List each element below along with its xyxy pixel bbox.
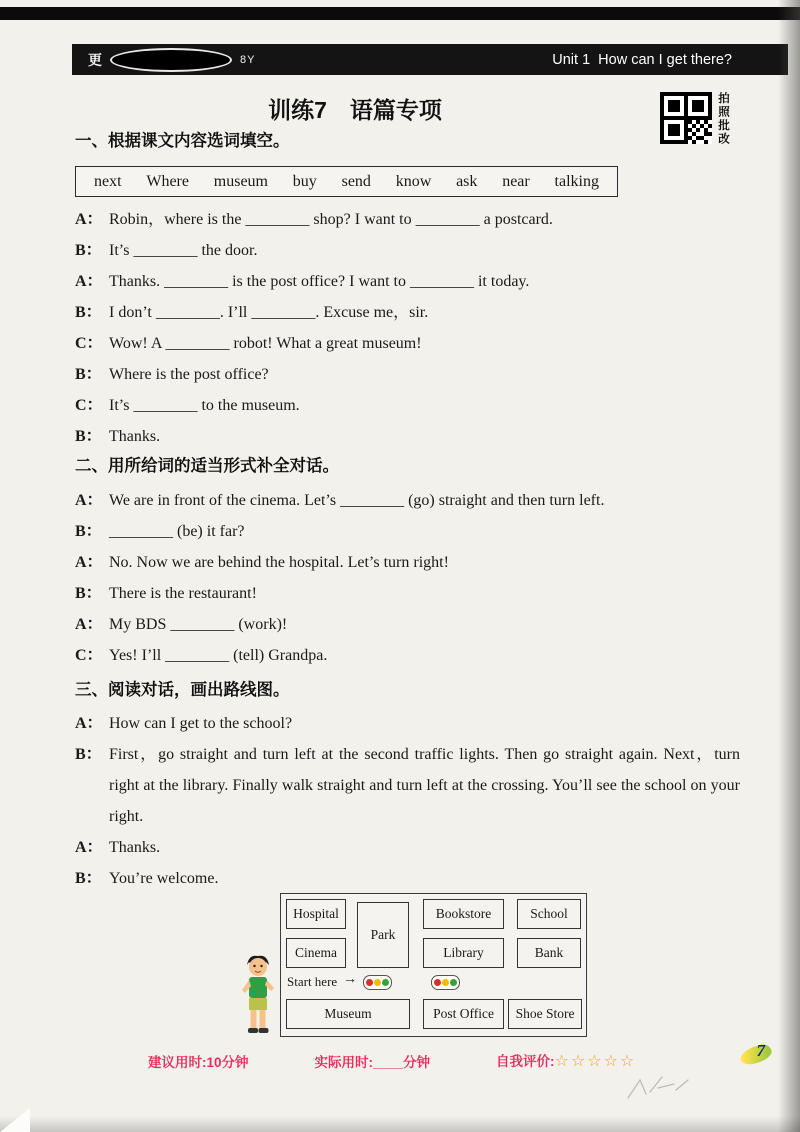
map-box-bookstore: Bookstore	[423, 899, 504, 929]
word-bank-word: next	[94, 172, 122, 190]
dialogue-text: Yes! I’ll ________ (tell) Grandpa.	[109, 647, 328, 664]
dialogue-line	[75, 421, 740, 452]
dialogue-text: It’s ________ the door.	[109, 242, 258, 259]
arrow-right-icon: →	[343, 972, 357, 987]
map-box-post-office: Post Office	[423, 999, 504, 1029]
header-code: 8Y	[240, 53, 256, 66]
dialogue-line	[75, 485, 740, 516]
dialogue-line	[75, 863, 740, 894]
word-bank-word: Where	[146, 172, 189, 190]
traffic-light-icon	[363, 975, 392, 990]
speaker-label: A：	[75, 492, 103, 509]
scan-bottom-edge	[0, 1116, 800, 1132]
speaker-label: B：	[75, 870, 102, 887]
map-box-cinema: Cinema	[286, 938, 346, 968]
yellow-light-dot	[374, 979, 381, 986]
unit-title: Unit 1 How can I get there?	[552, 51, 732, 68]
kid-character-illustration	[238, 953, 278, 1039]
dialogue-text: Thanks.	[109, 428, 161, 445]
traffic-light-icon	[431, 975, 460, 990]
dialogue-text: No. Now we are behind the hospital. Let’s turn right!	[109, 554, 449, 571]
rating-stars-icon: ☆☆☆☆☆	[554, 1053, 637, 1070]
section1-heading: 一、根据课文内容选词填空。	[75, 132, 290, 150]
speaker-label: B：	[75, 585, 102, 602]
map-box-hospital: Hospital	[286, 899, 346, 929]
header-left-text: 更	[88, 51, 102, 68]
redaction-oval	[110, 48, 232, 72]
dialogue-line	[75, 328, 740, 359]
dialogue-line	[75, 235, 740, 266]
speaker-label: B：	[75, 523, 102, 540]
dialogue-section-1	[75, 204, 740, 452]
dialogue-line	[75, 739, 740, 832]
start-here-label: Start here	[287, 974, 338, 989]
route-map-area	[238, 893, 587, 1037]
dialogue-text: You’re welcome.	[109, 870, 219, 887]
dialogue-line	[75, 547, 740, 578]
dialogue-line	[75, 390, 740, 421]
dialogue-line	[75, 204, 740, 235]
speaker-label: A：	[75, 715, 103, 732]
dialogue-text: Robin，where is the ________ shop? I want to ________ a postcard.	[109, 211, 553, 228]
page-title: 训练7 语篇专项	[268, 97, 442, 123]
dialogue-text: My BDS ________ (work)!	[109, 616, 288, 633]
dialogue-text: ________ (be) it far?	[109, 523, 245, 540]
dialogue-text: I don’t ________. I’ll ________. Excuse me，sir.	[109, 304, 429, 321]
speaker-label: C：	[75, 335, 103, 352]
speaker-label: A：	[75, 211, 103, 228]
qr-label: 拍照批改	[717, 92, 729, 146]
yellow-light-dot	[442, 979, 449, 986]
dialogue-line	[75, 640, 740, 671]
dialogue-line	[75, 297, 740, 328]
dialogue-text: First，go straight and turn left at the second traffic lights. Then go straight again. Next，turn right at the library. Finally walk straight and turn left at the crossing. You’ll see the school on your right.	[109, 746, 740, 825]
speaker-label: B：	[75, 242, 102, 259]
section3-heading: 三、阅读对话，画出路线图。	[75, 681, 290, 699]
word-bank-box	[75, 166, 618, 197]
speaker-label: B：	[75, 428, 102, 445]
dialogue-text: Where is the post office?	[109, 366, 269, 383]
suggested-time-label: 建议用时:10分钟	[148, 1054, 249, 1070]
route-map	[280, 893, 587, 1037]
dialogue-text: Wow! A ________ robot! What a great museum!	[109, 335, 422, 352]
section2-heading: 二、用所给词的适当形式补全对话。	[75, 457, 339, 475]
speaker-label: A：	[75, 616, 103, 633]
dialogue-text: How can I get to the school?	[109, 715, 293, 732]
scan-top-edge	[0, 7, 800, 20]
page-corner-curl	[0, 1108, 30, 1132]
map-box-library: Library	[423, 938, 504, 968]
word-bank-word: buy	[292, 172, 317, 190]
speaker-label: B：	[75, 746, 102, 763]
dialogue-text: We are in front of the cinema. Let’s ________ (go) straight and then turn left.	[109, 492, 605, 509]
red-light-dot	[366, 979, 373, 986]
word-bank-word: send	[341, 172, 371, 190]
word-bank-word: ask	[456, 172, 478, 190]
scan-right-edge	[778, 0, 800, 1132]
map-box-bank: Bank	[517, 938, 581, 968]
dialogue-line	[75, 266, 740, 297]
dialogue-text: Thanks. ________ is the post office? I want to ________ it today.	[109, 273, 530, 290]
red-light-dot	[434, 979, 441, 986]
dialogue-section-2	[75, 485, 740, 671]
map-box-museum: Museum	[286, 999, 410, 1029]
dialogue-section-3	[75, 708, 740, 894]
green-light-dot	[382, 979, 389, 986]
page-header	[72, 44, 788, 75]
qr-block	[660, 92, 730, 146]
qr-code-icon	[660, 92, 712, 144]
speaker-label: A：	[75, 554, 103, 571]
map-box-shoe-store: Shoe Store	[508, 999, 582, 1029]
dialogue-text: Thanks.	[109, 839, 161, 856]
word-bank-word: museum	[213, 172, 268, 190]
map-box-park: Park	[357, 902, 409, 968]
speaker-label: B：	[75, 366, 102, 383]
word-bank-word: know	[395, 172, 432, 190]
dialogue-line	[75, 578, 740, 609]
green-light-dot	[450, 979, 457, 986]
dialogue-line	[75, 708, 740, 739]
self-eval-group	[496, 1050, 636, 1071]
speaker-label: A：	[75, 839, 103, 856]
footer-bar	[148, 1050, 636, 1071]
actual-time-label: 实际用时:____分钟	[314, 1054, 431, 1070]
word-bank-word: near	[502, 172, 530, 190]
dialogue-line	[75, 609, 740, 640]
dialogue-text: It’s ________ to the museum.	[109, 397, 300, 414]
page-number: 7	[756, 1041, 765, 1060]
word-bank-word: talking	[554, 172, 599, 190]
speaker-label: C：	[75, 397, 103, 414]
speaker-label: A：	[75, 273, 103, 290]
dialogue-line	[75, 359, 740, 390]
self-eval-label: 自我评价:	[496, 1054, 555, 1069]
page-number-badge	[738, 1040, 774, 1068]
dialogue-line	[75, 516, 740, 547]
map-box-school: School	[517, 899, 581, 929]
speaker-label: B：	[75, 304, 102, 321]
dialogue-line	[75, 832, 740, 863]
speaker-label: C：	[75, 647, 103, 664]
pencil-scribble-decoration	[624, 1072, 696, 1104]
dialogue-text: There is the restaurant!	[109, 585, 257, 602]
